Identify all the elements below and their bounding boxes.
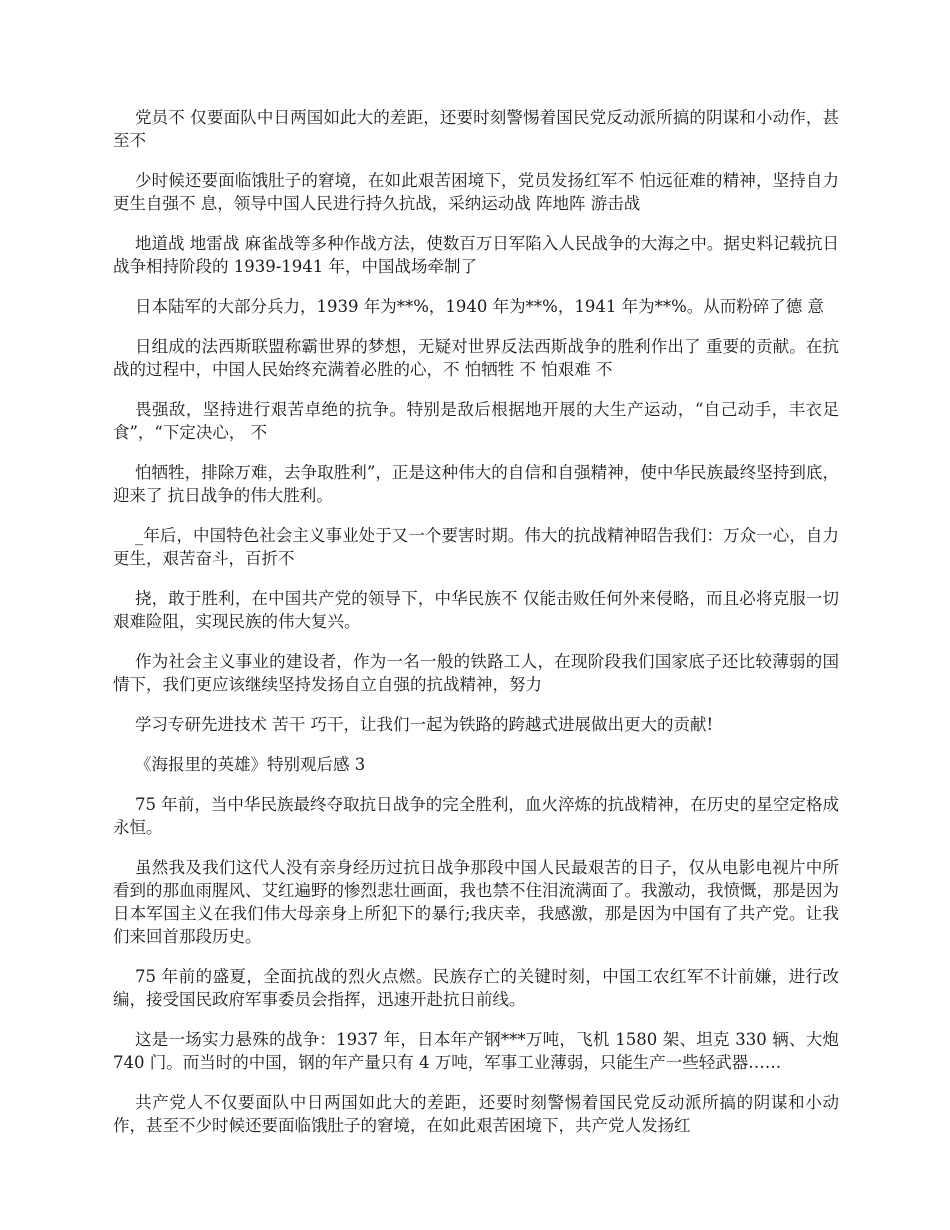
paragraph: 75 年前，当中华民族最终夺取抗日战争的完全胜利，血火淬炼的抗战精神，在历史的星空定格成永恒。 [113,795,839,837]
paragraph: 学习专研先进技术 苦干 巧干，让我们一起为铁路的跨越式进展做出更大的贡献! [135,715,714,734]
paragraph: 作为社会主义事业的建设者，作为一名一般的铁路工人，在现阶段我们国家底子还比较薄弱的国情下，我们更应该继续坚持发扬自立自强的抗战精神，努力 [113,652,839,694]
paragraph: 虽然我及我们这代人没有亲身经历过抗日战争那段中国人民最艰苦的日子，仅从电影电视片中所看到的那血雨腥风、艾红遍野的惨烈悲壮画面，我也禁不住泪流满面了。我激动，我愤慨，那是因为日本军国主义在我们伟大母亲身上所犯下的暴行;我庆幸，我感激，那是因为中国有了共产党。让我们来回首那段历史。 [113,858,839,946]
paragraph: 日本陆军的大部分兵力，1939 年为**%，1940 年为**%，1941 年为**%。从而粉碎了德 意 [135,297,824,316]
paragraph: 75 年前的盛夏，全面抗战的烈火点燃。民族存亡的关键时刻，中国工农红军不计前嫌，进行改编，接受国民政府军事委员会指挥，迅速开赴抗日前线。 [113,967,839,1009]
paragraph: 党员不 仅要面队中日两国如此大的差距，还要时刻警惕着国民党反动派所搞的阴谋和小动作，甚至不 [113,108,839,150]
paragraph: 共产党人不仅要面队中日两国如此大的差距，还要时刻警惕着国民党反动派所搞的阴谋和小动作，甚至不少时候还要面临饿肚子的窘境，在如此艰苦困境下，共产党人发扬红 [113,1093,839,1135]
section-heading: 《海报里的英雄》特别观后感 3 [135,755,366,774]
paragraph: 日组成的法西斯联盟称霸世界的梦想，无疑对世界反法西斯战争的胜利作出了 重要的贡献。在抗战的过程中，中国人民始终充满着必胜的心，不 怕牺牲 不 怕艰难 不 [113,337,839,379]
paragraph: 地道战 地雷战 麻雀战等多种作战方法，使数百万日军陷入人民战争的大海之中。据史料记载抗日战争相持阶段的 1939-1941 年，中国战场牵制了 [113,234,839,276]
paragraph: 少时候还要面临饿肚子的窘境，在如此艰苦困境下，党员发扬红军不 怕远征难的精神，坚持自力更生自强不 息，领导中国人民进行持久抗战，采纳运动战 阵地阵 游击战 [113,171,839,213]
paragraph: 怕牺牲，排除万难，去争取胜利”，正是这种伟大的自信和自强精神，使中华民族最终坚持到底，迎来了 抗日战争的伟大胜利。 [113,463,839,505]
paragraph: 这是一场实力悬殊的战争：1937 年，日本年产钢***万吨，飞机 1580 架、坦克 330 辆、大炮 740 门。而当时的中国，钢的年产量只有 4 万吨，军事工业薄弱，只能生产一些轻武器…… [113,1030,839,1072]
paragraph: _年后，中国特色社会主义事业处于又一个要害时期。伟大的抗战精神昭告我们：万众一心，自力更生，艰苦奋斗，百折不 [113,526,839,568]
paragraph: 畏强敌，坚持进行艰苦卓绝的抗争。特别是敌后根据地开展的大生产运动，“自己动手，丰衣足食”，“下定决心， 不 [113,400,839,442]
document-body [113,106,839,1154]
paragraph: 挠，敢于胜利，在中国共产党的领导下，中华民族不 仅能击败任何外来侵略，而且必将克服一切艰难险阻，实现民族的伟大复兴。 [113,589,839,631]
